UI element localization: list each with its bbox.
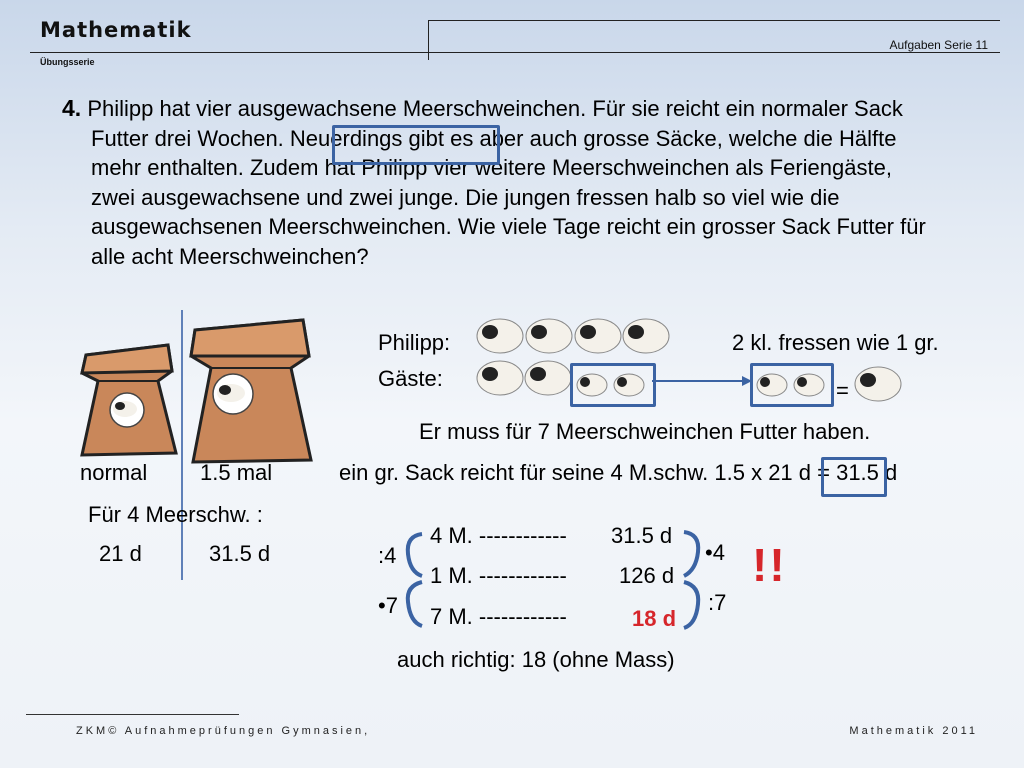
footer-rule (26, 714, 239, 715)
op-right-times-4: •4 (705, 540, 725, 565)
header-rule-left (30, 52, 428, 53)
header-rule-top-right (428, 20, 1000, 21)
guinea-pigs-guests-adult-icon (474, 352, 574, 402)
header-rule-vertical (428, 20, 429, 60)
arrow-right-icon (652, 373, 752, 389)
task-text: Philipp hat vier ausgewachsene Meerschweinchen. Für sie reicht ein normaler Sack Futter drei Wochen. Neuerdings gibt es aber auch grosse Säcke, welche die Hälfte mehr enthalten. Zudem hat Philipp vier weitere Meerschweinchen als Feriengäste, zwei ausgewachsene und zwei junge. Die jungen fressen halb so viel wie die ausgewachsenen Meerschweinchen. Wie viele Tage reicht ein grosser Sack Futter für alle acht Meerschweinchen? (87, 96, 926, 269)
days-normal: 21 d (99, 541, 142, 566)
calc-row-2-right: 126 d (619, 563, 675, 588)
bracket-right-icon (680, 528, 704, 632)
label-gaeste: Gäste: (378, 366, 443, 391)
conclusion-text: Er muss für 7 Meerschweinchen Futter haben. (419, 419, 871, 444)
label-for-four: Für 4 Meerschw. : (88, 502, 263, 527)
op-right-divide-7: :7 (708, 590, 727, 615)
task-text-block (62, 94, 942, 271)
guinea-pig-adult-icon (852, 360, 904, 406)
calc-row-1-left: 4 M. ------------ (430, 523, 567, 548)
days-big: 31.5 d (209, 541, 271, 566)
also-right-text: auch richtig: 18 (ohne Mass) (397, 647, 675, 672)
calc-row-1-right: 31.5 d (611, 523, 673, 548)
bag-big-icon (183, 312, 318, 467)
calc-row-2-left: 1 M. ------------ (430, 563, 567, 588)
label-small-rule: 2 kl. fressen wie 1 gr. (732, 330, 939, 355)
header-title: Mathematik (40, 18, 192, 42)
bag-normal-icon (72, 335, 182, 460)
footer-right: Mathematik 2011 (849, 725, 978, 737)
label-1-5-mal: 1.5 mal (200, 460, 273, 485)
task-number: 4. (62, 95, 82, 121)
op-left-divide-4: :4 (378, 543, 397, 568)
op-left-times-7: •7 (378, 593, 398, 618)
guinea-pigs-juniors-icon (574, 367, 650, 401)
big-sack-text: ein gr. Sack reicht für seine 4 M.schw. 1.5 x 21 d = 31.5 d (339, 460, 898, 485)
header-rule-right (428, 52, 1000, 53)
highlight-21-d (821, 457, 887, 497)
divider-vertical (181, 310, 183, 580)
calc-row-3-left: 7 M. ------------ (430, 604, 567, 629)
header-subtitle: Übungsserie (40, 57, 95, 67)
calc-row-3-right: 18 d (632, 606, 677, 631)
exclamation-mark: !! (752, 539, 787, 591)
equals-sign: = (836, 378, 849, 403)
header-series: Aufgaben Serie 11 (889, 38, 988, 52)
highlight-drei-wochen (332, 125, 500, 165)
bracket-left-icon (402, 530, 426, 630)
footer-left: ZKM© Aufnahmeprüfungen Gymnasien, (76, 725, 371, 737)
label-normal: normal (80, 460, 148, 485)
guinea-pigs-juniors-2-icon (754, 367, 830, 401)
label-philipp: Philipp: (378, 330, 451, 355)
